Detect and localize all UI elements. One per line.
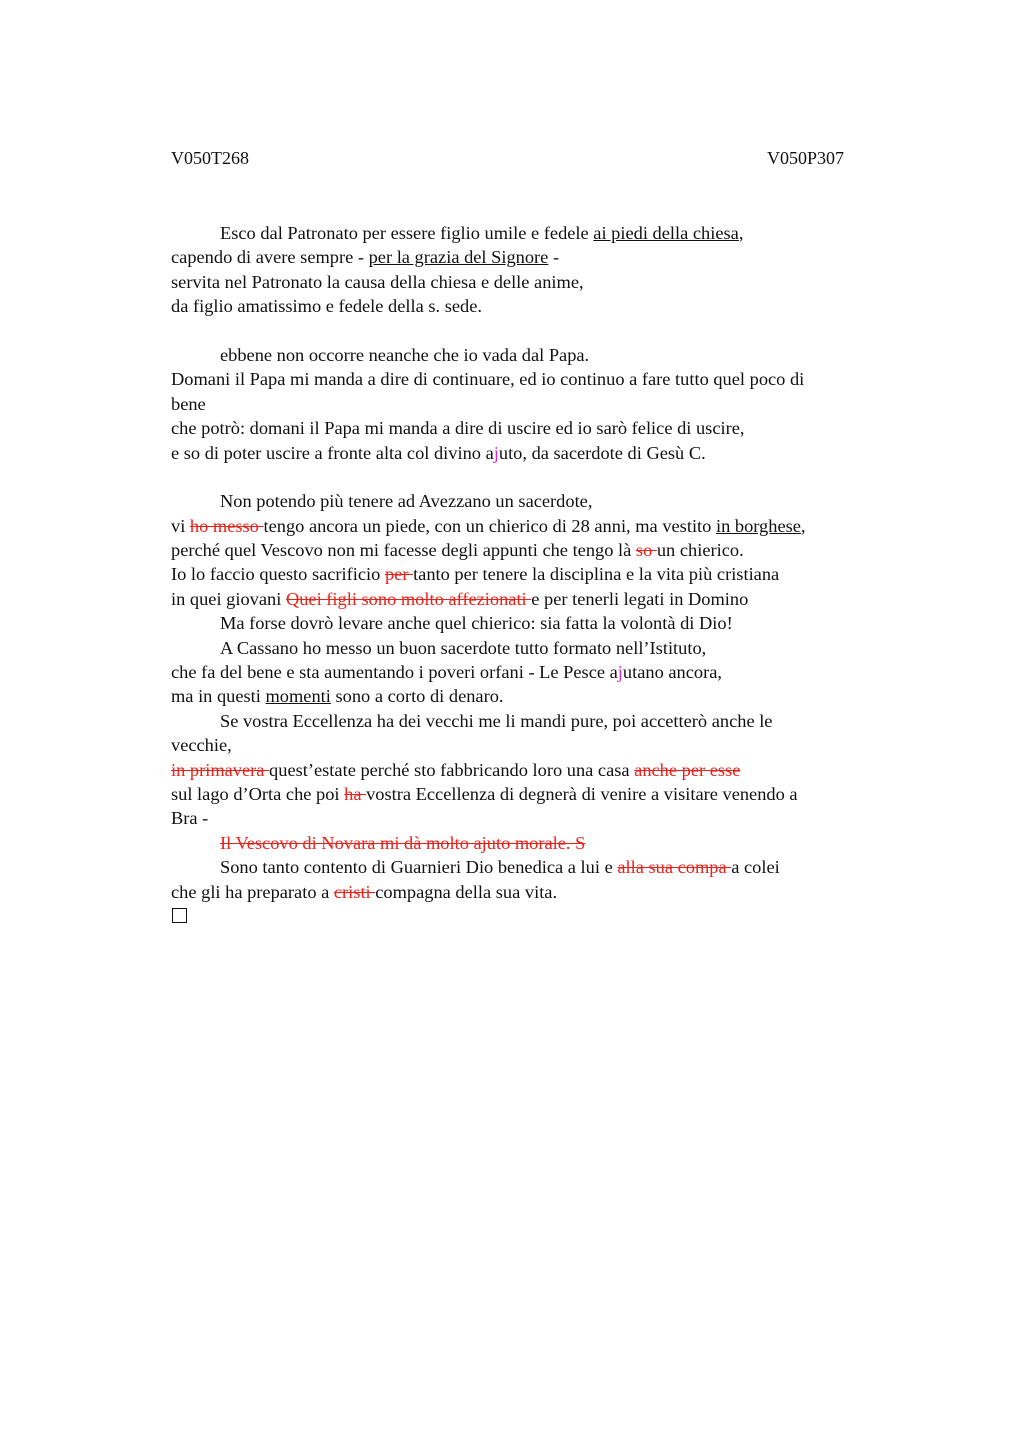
text-segment: Esco dal Patronato per essere figlio umile e fedele: [220, 223, 594, 243]
text-segment: ma in questi: [171, 686, 266, 707]
text-line: [171, 587, 891, 611]
text-line: [171, 733, 891, 757]
text-line: [171, 831, 891, 855]
text-segment: compagna della sua vita.: [375, 881, 558, 902]
text-line: [171, 489, 891, 513]
text-segment: servita nel Patronato la causa della chiesa e delle anime,: [171, 271, 584, 292]
text-segment: tanto per tenere la disciplina e la vita più cristiana: [413, 564, 780, 585]
text-segment: Domani il Papa mi manda a dire di continuare, ed io continuo a fare tutto quel poco di: [171, 369, 805, 390]
deleted-text: cristi: [333, 881, 376, 902]
text-segment: Sono tanto contento di Guarnieri Dio benedica a lui e: [220, 857, 618, 878]
text-segment: vecchie,: [171, 735, 232, 756]
text-segment: e per tenerli legati in Domino: [531, 588, 749, 609]
text-line: [171, 538, 891, 562]
text-line: [171, 684, 891, 708]
deleted-text: ho messo: [189, 515, 264, 536]
text-line: [171, 709, 891, 733]
paragraph-gap: [171, 319, 891, 343]
text-segment: un chierico.: [656, 540, 744, 561]
text-line: [171, 343, 891, 367]
text-segment: ebbene non occorre neanche che io vada dal Papa.: [220, 344, 590, 365]
deleted-text: anche per esse: [634, 759, 741, 780]
text-line: [171, 441, 891, 465]
text-segment: tengo ancora un piede, con un chierico di 28 anni, ma vestito: [263, 515, 716, 536]
text-segment: che potrò: domani il Papa mi manda a dire di uscire ed io sarò felice di uscire,: [171, 418, 745, 439]
text-segment: Ma forse dovrò levare anche quel chierico: sia fatta la volontà di Dio!: [220, 613, 733, 634]
deleted-text: per: [384, 564, 414, 585]
text-line: [171, 416, 891, 440]
deleted-text: so: [635, 540, 657, 561]
text-line: [171, 514, 891, 538]
text-line: [171, 392, 891, 416]
text-segment: che gli ha preparato a: [171, 881, 334, 902]
deleted-text: Il Vescovo di Novara mi dà molto ajuto morale. S: [220, 832, 586, 853]
end-marker: [171, 904, 891, 928]
underlined-text: momenti: [265, 686, 331, 707]
text-segment: a colei: [731, 857, 780, 878]
text-segment: Se vostra Eccellenza ha dei vecchi me li mandi pure, poi accetterò anche le: [220, 710, 773, 731]
text-line: [171, 221, 891, 245]
text-segment: ,: [738, 223, 744, 243]
document-code-right: V050P307: [766, 148, 844, 168]
deleted-text: ha: [344, 783, 367, 804]
document-code-left: V050T268: [171, 148, 249, 168]
text-segment: in quei giovani: [171, 588, 286, 609]
text-segment: A Cassano ho messo un buon sacerdote tutto formato nell’Istituto,: [220, 637, 707, 658]
underlined-text: per la grazia del Signore: [368, 247, 549, 268]
text-line: [171, 562, 891, 586]
text-segment: utano ancora,: [622, 662, 722, 683]
text-segment: da figlio amatissimo e fedele della s. sede.: [171, 296, 483, 317]
text-segment: uto, da sacerdote di Gesù C.: [498, 442, 706, 463]
text-segment: vi: [171, 515, 190, 536]
text-line: [171, 855, 891, 879]
text-line: [171, 294, 891, 318]
text-segment: -: [548, 247, 560, 268]
letter-body: [171, 221, 891, 928]
text-line: [171, 611, 891, 635]
text-line: [171, 367, 891, 391]
text-segment: che fa del bene e sta aumentando i poveri orfani - Le Pesce a: [171, 662, 618, 683]
text-line: [171, 636, 891, 660]
text-line: [171, 880, 891, 904]
text-line: [171, 806, 891, 830]
text-segment: quest’estate perché sto fabbricando loro una casa: [269, 759, 635, 780]
deleted-text: alla sua compa: [617, 857, 732, 878]
text-line: [171, 660, 891, 684]
inserted-letter: j: [617, 662, 623, 683]
deleted-text: Quei figli sono molto affezionati: [285, 588, 532, 609]
text-segment: Bra -: [171, 808, 209, 829]
text-segment: perché quel Vescovo non mi facesse degli appunti che tengo là: [171, 540, 636, 561]
text-segment: e so di poter uscire a fronte alta col divino a: [171, 442, 494, 463]
text-segment: sono a corto di denaro.: [330, 686, 504, 707]
text-segment: Io lo faccio questo sacrificio: [171, 564, 385, 585]
paragraph-gap: [171, 465, 891, 489]
empty-box-icon: [172, 908, 187, 923]
inserted-letter: j: [493, 442, 499, 463]
text-line: [171, 245, 891, 269]
text-segment: bene: [171, 393, 206, 414]
text-segment: sul lago d’Orta che poi: [171, 783, 345, 804]
text-segment: Non potendo più tenere ad Avezzano un sacerdote,: [220, 491, 593, 512]
deleted-text: in primavera: [171, 759, 270, 780]
text-segment: capendo di avere sempre -: [171, 247, 369, 268]
text-segment: ,: [800, 515, 806, 536]
text-line: [171, 270, 891, 294]
underlined-text: in borghese: [715, 515, 801, 536]
text-segment: vostra Eccellenza di degnerà di venire a visitare venendo a: [366, 783, 798, 804]
underlined-text: ai piedi della chiesa: [593, 223, 739, 243]
text-line: [171, 782, 891, 806]
text-line: [171, 758, 891, 782]
